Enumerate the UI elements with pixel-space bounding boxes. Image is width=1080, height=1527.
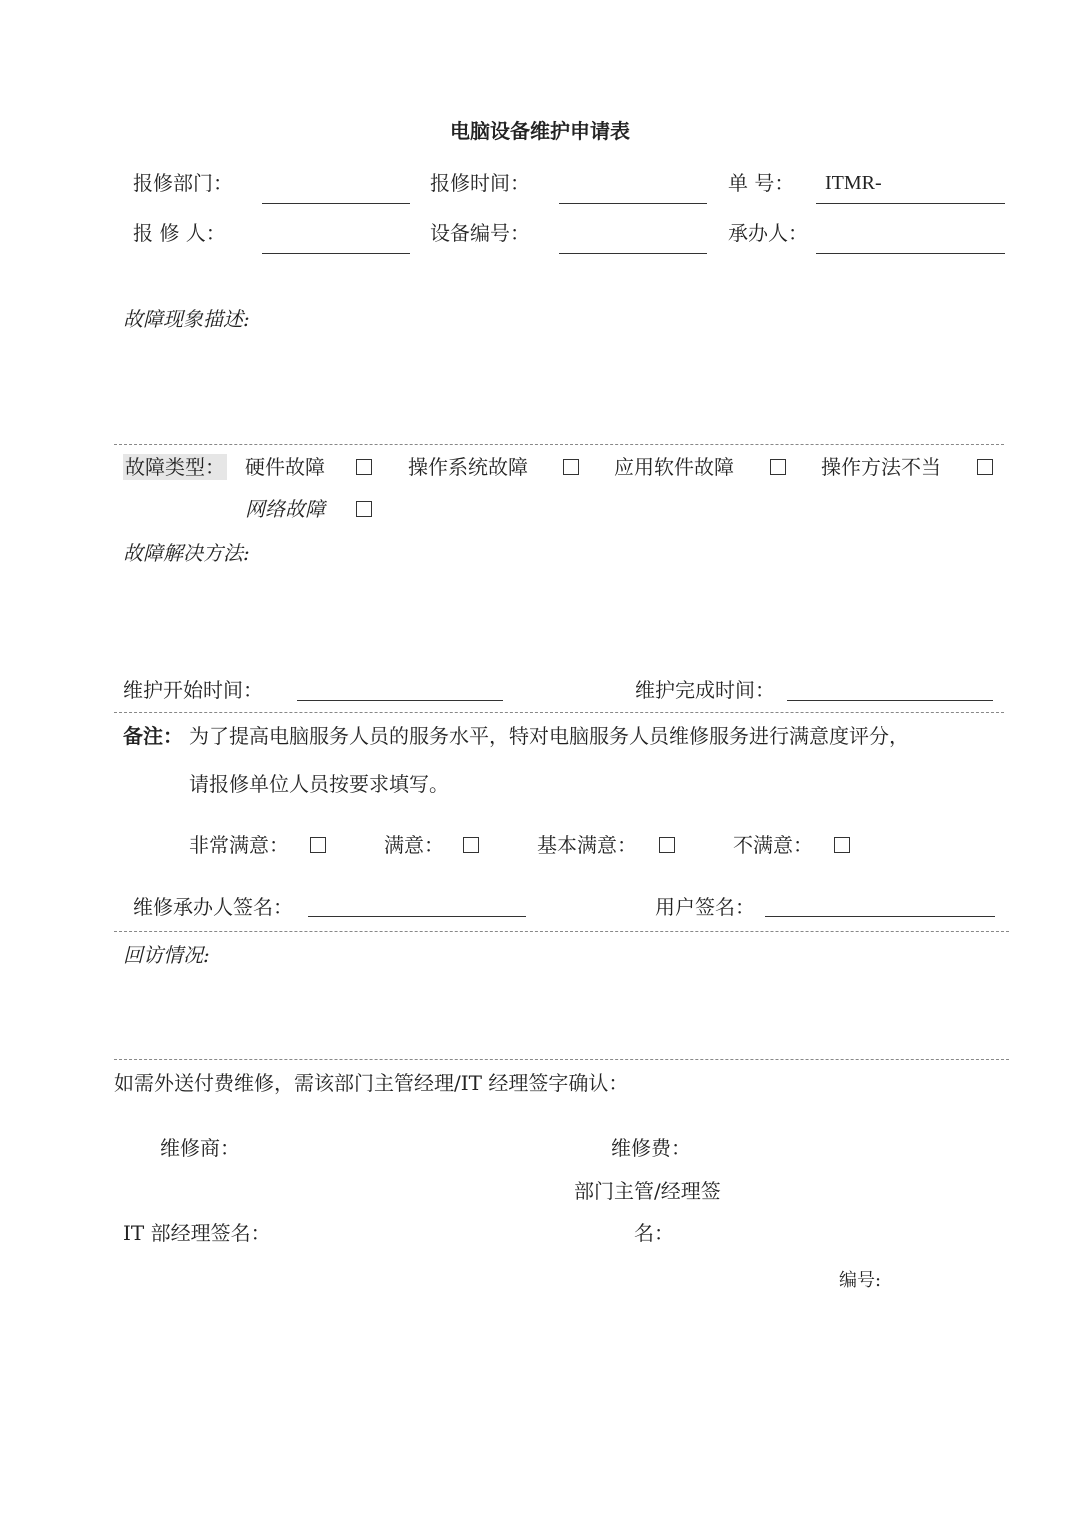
it-manager-signature-label: IT 部经理签名： (123, 1221, 271, 1245)
remark-label: 备注： (123, 724, 183, 748)
repair-fee-label: 维修费： (611, 1136, 691, 1160)
unsatisfied-label: 不满意： (733, 833, 813, 857)
order-number-field[interactable] (816, 203, 1005, 204)
report-time-field[interactable] (559, 203, 707, 204)
divider (114, 712, 1004, 713)
basically-satisfied-label: 基本满意： (537, 833, 637, 857)
satisfied-checkbox[interactable] (463, 837, 479, 853)
fault-type-network-checkbox[interactable] (356, 501, 372, 517)
divider (114, 1059, 1009, 1060)
dept-field[interactable] (262, 203, 410, 204)
very-satisfied-checkbox[interactable] (310, 837, 326, 853)
fault-type-app-checkbox[interactable] (770, 459, 786, 475)
fault-description-label: 故障现象描述: (123, 307, 250, 331)
fault-type-app-label: 应用软件故障 (614, 455, 734, 479)
fault-type-misuse-label: 操作方法不当 (821, 455, 941, 479)
dept-manager-signature-label: 部门主管/经理签 (574, 1179, 721, 1203)
fault-type-os-checkbox[interactable] (563, 459, 579, 475)
fault-type-network-label: 网络故障 (245, 497, 325, 521)
user-signature-label: 用户签名： (655, 895, 755, 919)
solution-label: 故障解决方法: (123, 541, 250, 565)
fault-type-label: 故障类型： (125, 455, 225, 479)
order-number-label: 单 号： (728, 171, 795, 195)
vendor-label: 维修商： (160, 1136, 240, 1160)
remark-line-1: 为了提高电脑服务人员的服务水平，特对电脑服务人员维修服务进行满意度评分， (189, 724, 909, 748)
reporter-field[interactable] (262, 253, 410, 254)
report-time-label: 报修时间： (430, 171, 530, 195)
external-repair-note: 如需外送付费维修，需该部门主管经理/IT 经理签字确认： (114, 1071, 629, 1095)
form-number-label: 编号: (839, 1270, 882, 1291)
very-satisfied-label: 非常满意： (189, 833, 289, 857)
unsatisfied-checkbox[interactable] (834, 837, 850, 853)
divider (114, 444, 1004, 445)
dept-label: 报修部门： (133, 171, 233, 195)
fault-type-hardware-checkbox[interactable] (356, 459, 372, 475)
equipment-number-label: 设备编号： (430, 221, 530, 245)
handler-signature-field[interactable] (308, 916, 526, 917)
user-signature-field[interactable] (765, 916, 995, 917)
basically-satisfied-checkbox[interactable] (659, 837, 675, 853)
maintenance-end-label: 维护完成时间： (635, 678, 775, 702)
page-title: 电脑设备维护申请表 (450, 119, 630, 143)
remark-line-2: 请报修单位人员按要求填写。 (189, 772, 449, 796)
dept-manager-signature-label-cont: 名： (634, 1221, 674, 1245)
handler-signature-label: 维修承办人签名： (133, 895, 293, 919)
fault-type-hardware-label: 硬件故障 (245, 455, 325, 479)
divider (114, 931, 1009, 932)
order-number-value[interactable]: ITMR- (825, 172, 882, 194)
reporter-label: 报 修 人： (133, 221, 226, 245)
satisfied-label: 满意： (384, 833, 444, 857)
followup-label: 回访情况: (123, 943, 210, 967)
fault-type-misuse-checkbox[interactable] (977, 459, 993, 475)
maintenance-start-field[interactable] (297, 700, 503, 701)
fault-type-os-label: 操作系统故障 (408, 455, 528, 479)
maintenance-end-field[interactable] (787, 700, 993, 701)
handler-field[interactable] (816, 253, 1005, 254)
equipment-number-field[interactable] (559, 253, 707, 254)
handler-label: 承办人： (728, 221, 808, 245)
maintenance-start-label: 维护开始时间： (123, 678, 263, 702)
